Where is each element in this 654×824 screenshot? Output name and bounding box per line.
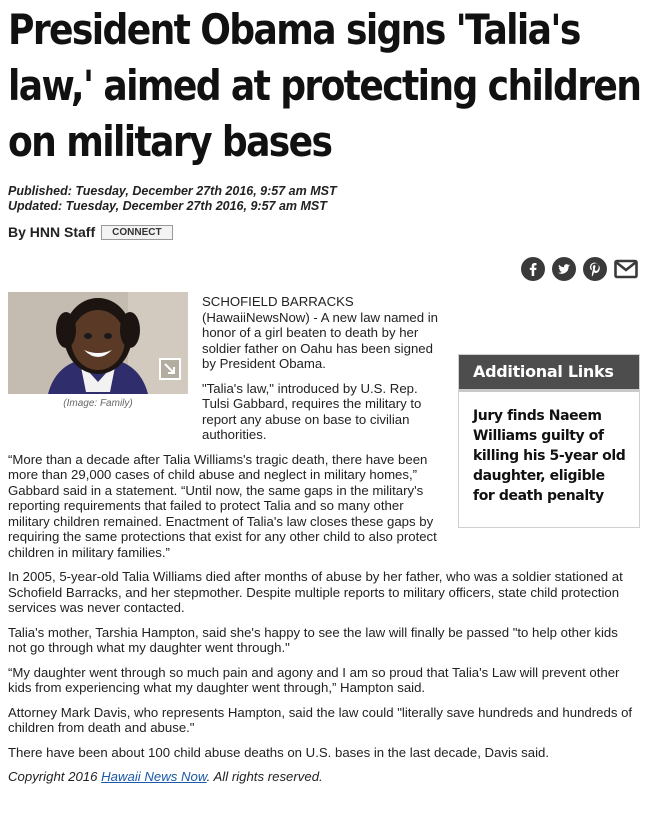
- email-icon[interactable]: [614, 257, 638, 281]
- hawaii-news-now-link[interactable]: Hawaii News Now: [101, 769, 207, 784]
- article-paragraph: There have been about 100 child abuse deaths on U.S. bases in the last decade, Davis said.: [8, 744, 550, 760]
- pinterest-icon[interactable]: [583, 257, 607, 281]
- article-body: [8, 294, 638, 794]
- published-date: Published: Tuesday, December 27th 2016, 9:57 am MST: [8, 184, 337, 198]
- copyright-suffix: . All rights reserved.: [206, 769, 323, 784]
- dateline: [8, 184, 337, 214]
- social-share-bar: [521, 257, 638, 281]
- article-paragraph: SCHOFIELD BARRACKS (HawaiiNewsNow) - A new law named in honor of a girl beaten to death by her soldier father on Oahu has been signed by President Obama.: [202, 294, 438, 371]
- article-paragraph: "Talia's law," introduced by U.S. Rep. Tulsi Gabbard, requires the military to report any abuse on base to civilian authorities.: [202, 380, 422, 442]
- byline: [8, 224, 173, 240]
- facebook-icon[interactable]: [521, 257, 545, 281]
- article-paragraph: “My daughter went through so much pain and agony and I am so proud that Talia's Law will prevent other kids from experiencing what my daughter went through,” Hampton said.: [8, 664, 620, 695]
- copyright-notice: [8, 769, 638, 785]
- article-paragraph: “More than a decade after Talia Williams's tragic death, there have been more than 29,000 cases of child abuse and neglect in military homes,” Gabbard said in a statement. “Until now, the same gaps in the military's reporting requirements that failed to protect Talia and so many other military children remained. Enactment of Talia's law closes these gaps by requiring the same protections that exist for any other child to also protect children in military families.”: [8, 451, 437, 560]
- image-caption: (Image: Family): [63, 398, 133, 409]
- article-paragraph: Attorney Mark Davis, who represents Hampton, said the law could "literally save hundreds and hundreds of children from death and abuse.": [8, 704, 633, 735]
- additional-links-title: Additional Links: [459, 355, 639, 392]
- article-paragraph: In 2005, 5-year-old Talia Williams died after months of abuse by her father, who was a soldier stationed at Schofield Barracks, and her stepmother. Despite multiple reports to military officers, state child protection services was never contacted.: [8, 569, 623, 615]
- updated-date: Updated: Tuesday, December 27th 2016, 9:57 am MST: [8, 199, 327, 213]
- article-paragraph: Talia's mother, Tarshia Hampton, said she's happy to see the law will finally be passed "to help other kids not go through what my daughter went through.": [8, 624, 618, 655]
- author-name: By HNN Staff: [8, 224, 96, 240]
- copyright-prefix: Copyright 2016: [8, 769, 102, 784]
- twitter-icon[interactable]: [552, 257, 576, 281]
- related-article-link[interactable]: Jury finds Naeem Williams guilty of killing his 5-year old daughter, eligible for death penalty: [473, 408, 626, 504]
- connect-button[interactable]: CONNECT: [101, 225, 172, 240]
- headline: President Obama signs 'Talia's law,' aimed at protecting children on military bases: [8, 5, 641, 166]
